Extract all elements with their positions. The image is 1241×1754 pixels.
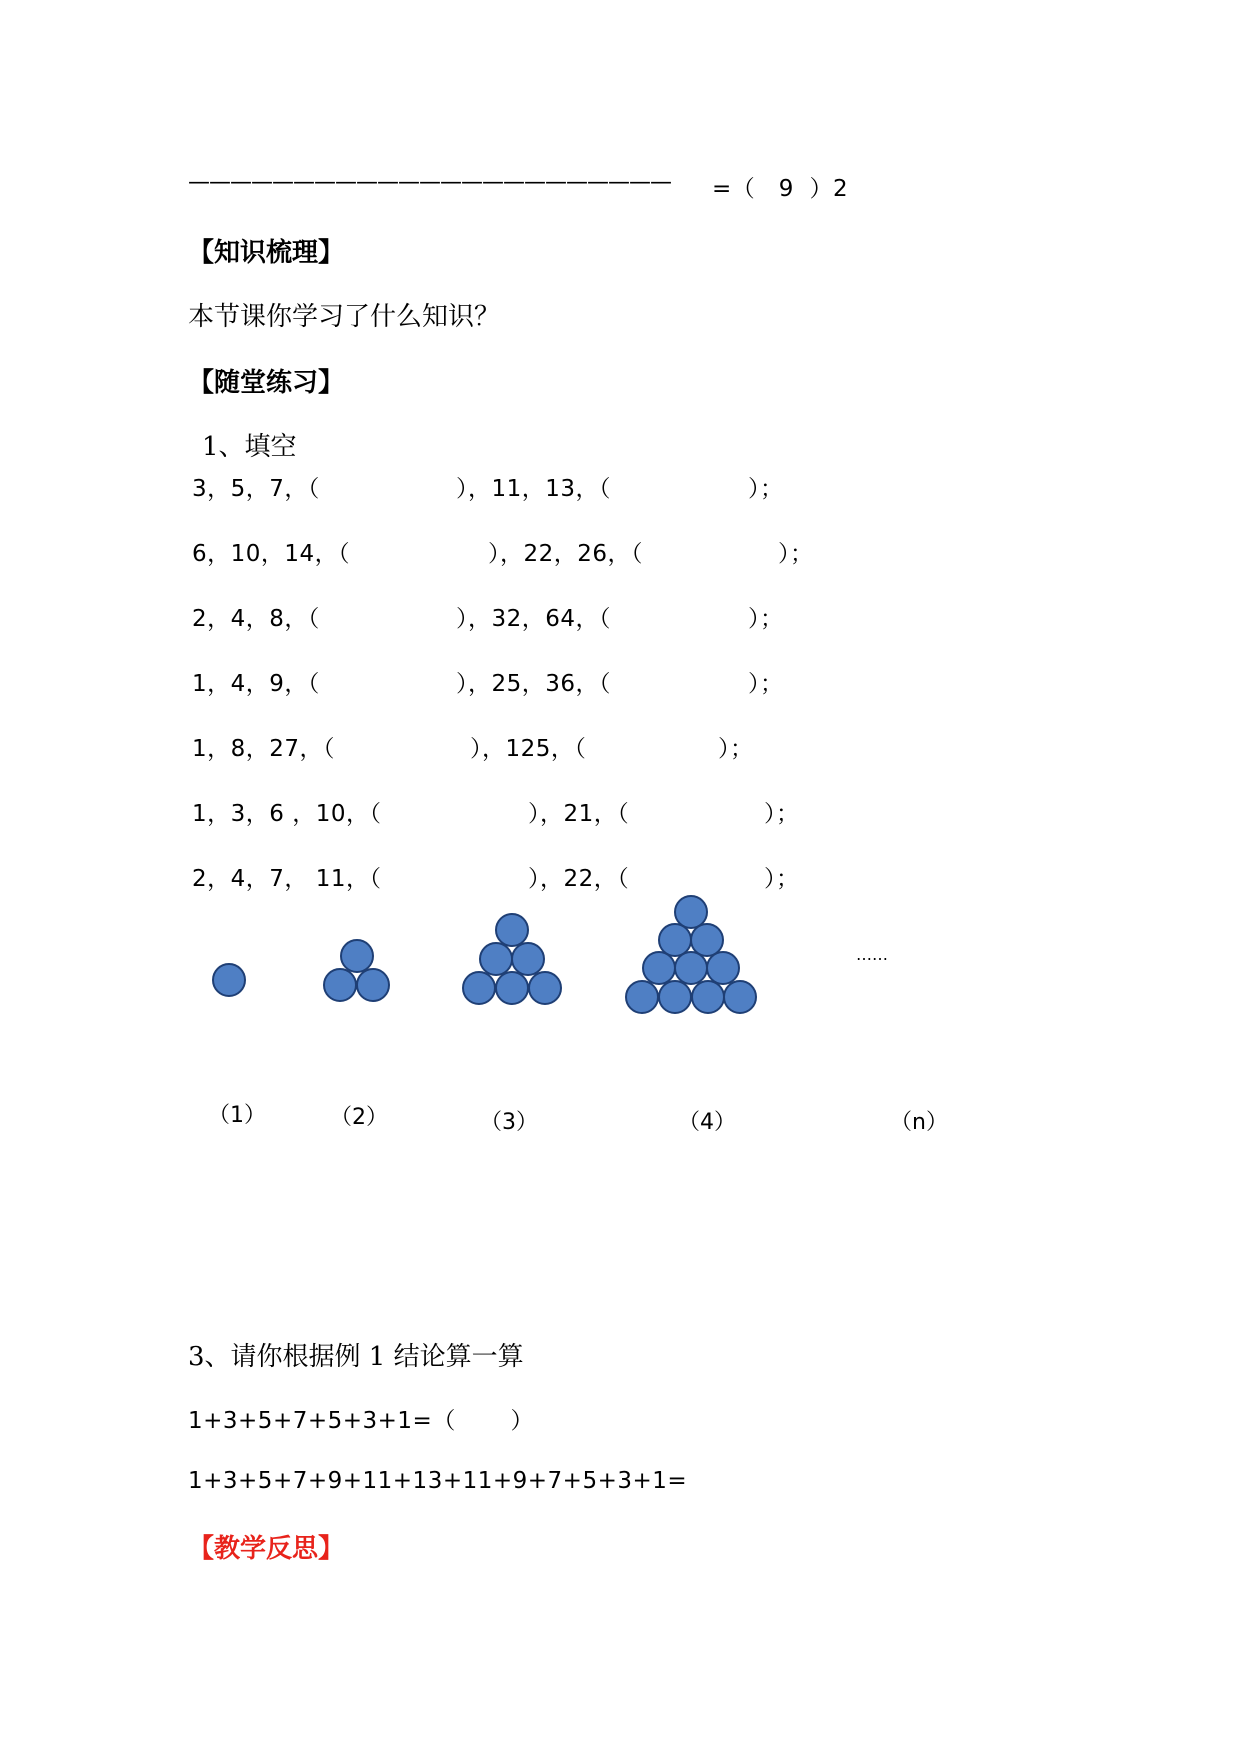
dot [341, 940, 373, 972]
triangle-figure-4 [626, 896, 756, 1013]
sequence-4-end: ）； [748, 671, 784, 697]
figure-ellipsis: …… [856, 945, 888, 964]
heading-practice: 【随堂练习】 [188, 368, 345, 398]
sequence-2-start: 6，10，14，（ [192, 541, 351, 567]
sequence-7-end: ）； [764, 866, 800, 892]
sequence-1-middle: ），11，13，（ [456, 476, 612, 502]
dot [480, 943, 512, 975]
figure-label-4: （4） [678, 1110, 736, 1135]
figure-label-n: （n） [890, 1110, 948, 1135]
dot [496, 914, 528, 946]
sequence-3-start: 2，4，8，（ [192, 606, 320, 632]
answer-line: ——————————————————————— [188, 170, 671, 195]
figure-label-2: （2） [330, 1105, 388, 1130]
dot [512, 943, 544, 975]
sequence-2-middle: ），22，26，（ [488, 541, 644, 567]
sequence-5-start: 1，8，27，（ [192, 736, 336, 762]
sequence-3-middle: ），32，64，（ [456, 606, 612, 632]
dot [357, 969, 389, 1001]
sequence-7-middle: ），22，（ [528, 866, 630, 892]
sequence-6-end: ）； [764, 801, 800, 827]
triangle-figures [0, 890, 1241, 1150]
triangle-figure-1 [213, 964, 245, 996]
dot [659, 924, 691, 956]
dot [213, 964, 245, 996]
calc-expression-2: 1+3+5+7+9+11+13+11+9+7+5+3+1= [188, 1468, 688, 1494]
sequence-1-start: 3，5，7，（ [192, 476, 320, 502]
square-formula: =（ 9 ）2 [712, 176, 849, 202]
sequence-4-start: 1，4，9，（ [192, 671, 320, 697]
sequence-2-end: ）； [778, 541, 814, 567]
dot [675, 952, 707, 984]
heading-knowledge-summary: 【知识梳理】 [188, 238, 345, 268]
triangle-figure-3 [463, 914, 561, 1004]
dot [626, 981, 658, 1013]
figure-label-1: （1） [208, 1103, 266, 1128]
sequence-5-middle: ），125，（ [470, 736, 587, 762]
dot [707, 952, 739, 984]
dot [496, 972, 528, 1004]
knowledge-question: 本节课你学习了什么知识？ [188, 302, 501, 332]
sequence-6-middle: ），21，（ [528, 801, 630, 827]
sequence-3-end: ）； [748, 606, 784, 632]
dot [659, 981, 691, 1013]
sequence-1-end: ）； [748, 476, 784, 502]
sequence-6-start: 1，3，6 ，10，（ [192, 801, 382, 827]
dot [324, 969, 356, 1001]
dot [643, 952, 675, 984]
dot [691, 924, 723, 956]
triangle-figure-2 [324, 940, 389, 1001]
task3-title: 3、请你根据例 1 结论算一算 [188, 1342, 524, 1372]
sequence-7-start: 2，4，7， 11，（ [192, 866, 382, 892]
dot [463, 972, 495, 1004]
dot [724, 981, 756, 1013]
sequence-5-end: ）； [718, 736, 754, 762]
dot [692, 981, 724, 1013]
heading-teaching-reflection: 【教学反思】 [188, 1534, 345, 1564]
dot [675, 896, 707, 928]
dot [529, 972, 561, 1004]
calc-expression-1: 1+3+5+7+5+3+1=（ ） [188, 1408, 535, 1434]
figure-label-3: （3） [480, 1110, 538, 1135]
task1-title: 1、填空 [202, 432, 297, 462]
sequence-4-middle: ），25，36，（ [456, 671, 612, 697]
